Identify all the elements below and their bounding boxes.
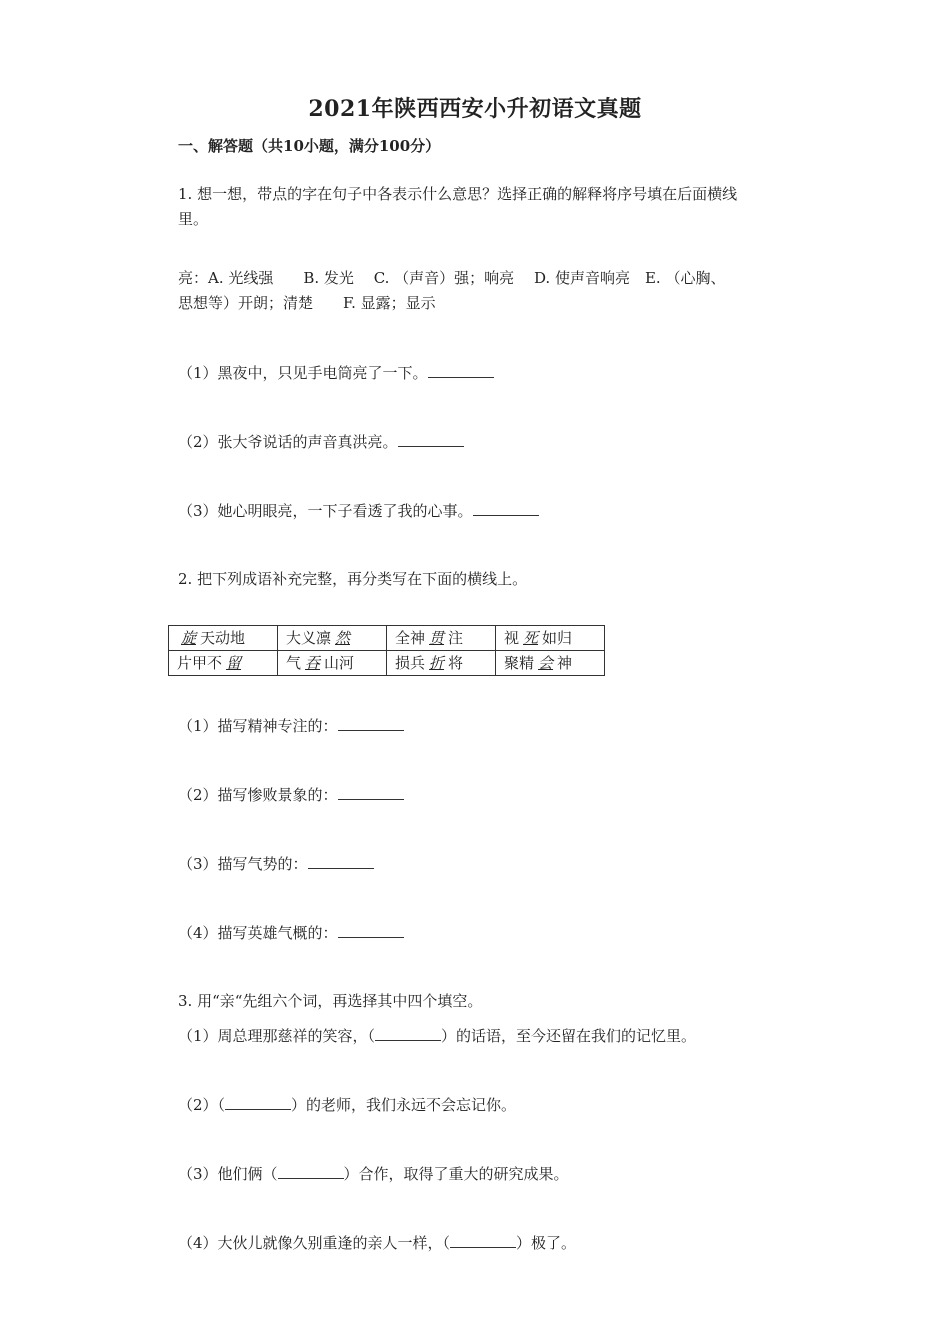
q2-item-4-text: （4）描写英雄气概的： bbox=[178, 924, 338, 942]
q3-item-2: （2）（ ）的老师，我们永远不会忘记你。 bbox=[178, 1096, 517, 1114]
idiom-cell: 大义凛 然 bbox=[278, 626, 387, 651]
idiom-cell: 旋 天动地 bbox=[169, 626, 278, 651]
idiom-row bbox=[169, 651, 605, 676]
answer-blank[interactable] bbox=[338, 923, 404, 938]
answer-blank[interactable] bbox=[278, 1164, 344, 1179]
answer-blank[interactable] bbox=[308, 854, 374, 869]
answer-blank[interactable] bbox=[473, 501, 539, 516]
q3-item-4: （4）大伙儿就像久别重逢的亲人一样，（ ）极了。 bbox=[178, 1234, 577, 1252]
answer-blank[interactable] bbox=[338, 785, 404, 800]
idiom-cell: 损兵 折 将 bbox=[387, 651, 496, 676]
q1-item-3-text: （3）她心明眼亮，一下子看透了我的心事。 bbox=[178, 502, 473, 520]
q1-item-2 bbox=[178, 430, 464, 454]
idiom-cell: 气 吞 山河 bbox=[278, 651, 387, 676]
q1-item-1-text: （1）黑夜中，只见手电筒亮了一下。 bbox=[178, 364, 428, 382]
answer-blank[interactable] bbox=[375, 1026, 441, 1041]
idiom-filled-char: 吞 bbox=[305, 654, 321, 672]
q1-item-1 bbox=[178, 361, 494, 385]
q2-item-4 bbox=[178, 921, 404, 945]
q1-item-2-text: （2）张大爷说话的声音真洪亮。 bbox=[178, 433, 398, 451]
q2-item-2-text: （2）描写惨败景象的： bbox=[178, 786, 338, 804]
q2-prompt: 2. 把下列成语补充完整，再分类写在下面的横线上。 bbox=[178, 570, 528, 588]
idiom-cell: 视 死 如归 bbox=[496, 626, 605, 651]
idiom-filled-char: 死 bbox=[523, 629, 539, 647]
q1-item-3 bbox=[178, 499, 539, 523]
idiom-row bbox=[169, 626, 605, 651]
idiom-filled-char: 留 bbox=[226, 654, 242, 672]
answer-blank[interactable] bbox=[338, 716, 404, 731]
q2-item-2 bbox=[178, 783, 404, 807]
q2-item-3-text: （3）描写气势的： bbox=[178, 855, 308, 873]
idiom-filled-char: 会 bbox=[538, 654, 554, 672]
q3-item-1: （1）周总理那慈祥的笑容，（ ）的话语，至今还留在我们的记忆里。 bbox=[178, 1027, 697, 1045]
idiom-cell: 聚精 会 神 bbox=[496, 651, 605, 676]
section-header: 一、解答题（共10小题，满分100分） bbox=[178, 137, 441, 155]
idiom-filled-char: 折 bbox=[429, 654, 445, 672]
q3-item-3: （3）他们俩（ ）合作，取得了重大的研究成果。 bbox=[178, 1165, 569, 1183]
q1-prompt-line2: 里。 bbox=[178, 210, 209, 228]
idiom-table bbox=[168, 625, 605, 676]
q3-prompt: 3. 用“亲“先组六个词，再选择其中四个填空。 bbox=[178, 992, 483, 1010]
answer-blank[interactable] bbox=[225, 1095, 291, 1110]
idiom-cell: 全神 贯 注 bbox=[387, 626, 496, 651]
q2-item-1-text: （1）描写精神专注的： bbox=[178, 717, 338, 735]
q2-item-1 bbox=[178, 714, 404, 738]
q1-options-line2: 思想等）开朗；清楚 F. 显露；显示 bbox=[178, 294, 436, 312]
idiom-filled-char: 旋 bbox=[181, 629, 197, 647]
idiom-cell: 片甲不 留 bbox=[169, 651, 278, 676]
q2-item-3 bbox=[178, 852, 374, 876]
answer-blank[interactable] bbox=[428, 363, 494, 378]
page-title: 2021年陕西西安小升初语文真题 bbox=[308, 96, 642, 122]
q1-prompt-line1: 1. 想一想，带点的字在句子中各表示什么意思？选择正确的解释将序号填在后面横线 bbox=[178, 185, 738, 203]
q1-options-line1: 亮：A. 光线强 B. 发光 C. （声音）强；响亮 D. 使声音响亮 E. （心胸、 bbox=[178, 269, 726, 287]
answer-blank[interactable] bbox=[398, 432, 464, 447]
answer-blank[interactable] bbox=[450, 1233, 516, 1248]
idiom-filled-char: 然 bbox=[335, 629, 351, 647]
idiom-filled-char: 贯 bbox=[429, 629, 445, 647]
